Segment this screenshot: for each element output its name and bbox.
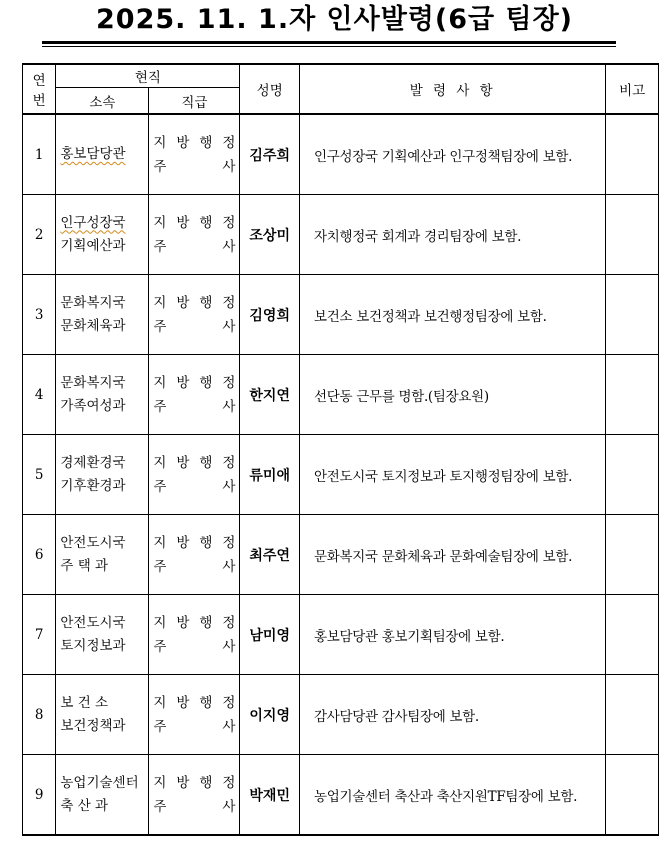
department-cell — [56, 355, 149, 435]
department-cell — [56, 755, 149, 836]
department-cell — [56, 595, 149, 675]
rank-char: 지 — [153, 455, 167, 471]
remarks-cell — [606, 355, 659, 435]
table-row — [23, 515, 659, 595]
row-number: 2 — [23, 195, 56, 275]
rank-char: 사 — [222, 639, 236, 655]
department-line: 보 건 소 — [60, 694, 109, 711]
department-line: 안전도시국 — [60, 614, 126, 631]
department-line: 토지정보과 — [60, 637, 126, 654]
header-no-line1: 연 — [32, 73, 46, 89]
row-number: 6 — [23, 515, 56, 595]
rank-line2 — [153, 555, 235, 575]
rank-char: 지 — [153, 215, 167, 231]
remarks-cell — [606, 275, 659, 355]
rank-char: 행 — [199, 615, 213, 631]
remarks-cell — [606, 435, 659, 515]
rank-line1 — [153, 691, 235, 711]
row-number: 8 — [23, 675, 56, 755]
department-cell — [56, 195, 149, 275]
person-name: 이지영 — [240, 675, 300, 755]
rank-char: 행 — [199, 695, 213, 711]
department-cell — [56, 435, 149, 515]
remarks-cell — [606, 755, 659, 836]
rank-cell — [149, 595, 240, 675]
rank-char: 주 — [153, 639, 167, 655]
rank-char: 사 — [222, 799, 236, 815]
rank-char: 정 — [222, 775, 236, 791]
table-row — [23, 435, 659, 515]
rank-char: 방 — [176, 295, 190, 311]
department-cell — [56, 675, 149, 755]
rank-line2 — [153, 315, 235, 335]
department-line: 문화체육과 — [60, 317, 126, 334]
rank-line2 — [153, 475, 235, 495]
rank-line1 — [153, 771, 235, 791]
rank-line1 — [153, 131, 235, 151]
header-rank: 직급 — [149, 88, 240, 115]
rank-char: 지 — [153, 375, 167, 391]
rank-line1 — [153, 611, 235, 631]
rank-char: 지 — [153, 775, 167, 791]
rank-cell — [149, 675, 240, 755]
rank-char: 행 — [199, 375, 213, 391]
appointment-order: 감사담당관 감사팀장에 보함. — [300, 675, 606, 755]
person-name: 김영희 — [240, 275, 300, 355]
department-cell — [56, 275, 149, 355]
rank-char: 정 — [222, 375, 236, 391]
department-line: 인구성장국 — [60, 214, 126, 231]
table-row — [23, 675, 659, 755]
remarks-cell — [606, 595, 659, 675]
page-title: 2025. 11. 1.자 인사발령(6급 팀장) — [96, 4, 573, 35]
person-name: 김주희 — [240, 114, 300, 195]
rank-char: 방 — [176, 535, 190, 551]
rank-char: 정 — [222, 135, 236, 151]
row-number: 9 — [23, 755, 56, 836]
rank-char: 방 — [176, 695, 190, 711]
rank-line2 — [153, 155, 235, 175]
table-row — [23, 195, 659, 275]
appointment-order: 농업기술센터 축산과 축산지원TF팀장에 보함. — [300, 755, 606, 836]
rank-line1 — [153, 211, 235, 231]
rank-char: 주 — [153, 399, 167, 415]
person-name: 최주연 — [240, 515, 300, 595]
remarks-cell — [606, 195, 659, 275]
department-line: 가족여성과 — [60, 397, 126, 414]
department-line: 기획예산과 — [60, 237, 126, 254]
rank-char: 행 — [199, 775, 213, 791]
department-line: 문화복지국 — [60, 294, 126, 311]
department-line: 홍보담당관 — [60, 146, 126, 162]
department-line: 경제환경국 — [60, 454, 126, 471]
department-line: 축 산 과 — [60, 797, 109, 814]
rank-line2 — [153, 395, 235, 415]
rank-char: 방 — [176, 215, 190, 231]
header-no-line2: 번 — [32, 93, 46, 109]
rank-cell — [149, 435, 240, 515]
person-name: 한지연 — [240, 355, 300, 435]
person-name: 류미애 — [240, 435, 300, 515]
rank-char: 사 — [222, 319, 236, 335]
rank-char: 주 — [153, 239, 167, 255]
rank-char: 사 — [222, 559, 236, 575]
department-line: 주 택 과 — [60, 557, 109, 574]
row-number: 4 — [23, 355, 56, 435]
rank-char: 주 — [153, 319, 167, 335]
row-number: 3 — [23, 275, 56, 355]
header-no — [23, 64, 56, 114]
header-order: 발 령 사 항 — [300, 64, 606, 114]
rank-char: 정 — [222, 295, 236, 311]
department-cell — [56, 114, 149, 195]
rank-char: 행 — [199, 215, 213, 231]
rank-char: 사 — [222, 399, 236, 415]
person-name: 조상미 — [240, 195, 300, 275]
rank-char: 주 — [153, 559, 167, 575]
rank-char: 행 — [199, 135, 213, 151]
title-underline — [42, 41, 616, 44]
rank-line1 — [153, 371, 235, 391]
header-current-position: 현직 — [56, 64, 240, 88]
rank-char: 사 — [222, 239, 236, 255]
personnel-table — [22, 63, 659, 836]
table-row — [23, 755, 659, 836]
appointment-order: 안전도시국 토지정보과 토지행정팀장에 보함. — [300, 435, 606, 515]
rank-char: 행 — [199, 535, 213, 551]
rank-char: 방 — [176, 135, 190, 151]
rank-char: 행 — [199, 295, 213, 311]
appointment-order: 문화복지국 문화체육과 문화예술팀장에 보함. — [300, 515, 606, 595]
appointment-order: 보건소 보건정책과 보건행정팀장에 보함. — [300, 275, 606, 355]
row-number: 7 — [23, 595, 56, 675]
appointment-order: 선단동 근무를 명함.(팀장요원) — [300, 355, 606, 435]
rank-char: 지 — [153, 295, 167, 311]
rank-char: 정 — [222, 535, 236, 551]
rank-char: 방 — [176, 775, 190, 791]
rank-char: 주 — [153, 159, 167, 175]
table-row — [23, 355, 659, 435]
rank-line1 — [153, 451, 235, 471]
department-line: 안전도시국 — [60, 534, 126, 551]
rank-line1 — [153, 291, 235, 311]
rank-char: 정 — [222, 455, 236, 471]
rank-char: 지 — [153, 135, 167, 151]
rank-cell — [149, 114, 240, 195]
remarks-cell — [606, 114, 659, 195]
row-number: 5 — [23, 435, 56, 515]
appointment-order: 인구성장국 기획예산과 인구정책팀장에 보함. — [300, 114, 606, 195]
rank-char: 사 — [222, 479, 236, 495]
rank-cell — [149, 515, 240, 595]
rank-char: 지 — [153, 535, 167, 551]
rank-line2 — [153, 635, 235, 655]
department-line: 농업기술센터 — [60, 774, 139, 791]
appointment-order: 홍보담당관 홍보기획팀장에 보함. — [300, 595, 606, 675]
rank-cell — [149, 195, 240, 275]
rank-char: 주 — [153, 719, 167, 735]
header-remarks: 비고 — [606, 64, 659, 114]
table-row — [23, 595, 659, 675]
rank-char: 주 — [153, 479, 167, 495]
department-cell — [56, 515, 149, 595]
department-line: 기후환경과 — [60, 477, 126, 494]
rank-line1 — [153, 531, 235, 551]
person-name: 박재민 — [240, 755, 300, 836]
rank-char: 사 — [222, 159, 236, 175]
header-name: 성명 — [240, 64, 300, 114]
rank-char: 사 — [222, 719, 236, 735]
rank-char: 주 — [153, 799, 167, 815]
appointment-order: 자치행정국 회계과 경리팀장에 보함. — [300, 195, 606, 275]
department-line: 문화복지국 — [60, 374, 126, 391]
person-name: 남미영 — [240, 595, 300, 675]
rank-cell — [149, 275, 240, 355]
row-number: 1 — [23, 114, 56, 195]
title-underline-thin — [42, 46, 616, 47]
remarks-cell — [606, 515, 659, 595]
rank-char: 지 — [153, 695, 167, 711]
header-department: 소속 — [56, 88, 149, 115]
rank-cell — [149, 755, 240, 836]
rank-char: 행 — [199, 455, 213, 471]
rank-char: 방 — [176, 375, 190, 391]
rank-line2 — [153, 715, 235, 735]
rank-char: 정 — [222, 695, 236, 711]
rank-char: 방 — [176, 455, 190, 471]
rank-char: 정 — [222, 215, 236, 231]
department-line: 보건정책과 — [60, 717, 126, 734]
rank-char: 지 — [153, 615, 167, 631]
rank-line2 — [153, 235, 235, 255]
rank-char: 정 — [222, 615, 236, 631]
rank-char: 방 — [176, 615, 190, 631]
table-row — [23, 114, 659, 195]
rank-line2 — [153, 795, 235, 815]
remarks-cell — [606, 675, 659, 755]
rank-cell — [149, 355, 240, 435]
table-row — [23, 275, 659, 355]
